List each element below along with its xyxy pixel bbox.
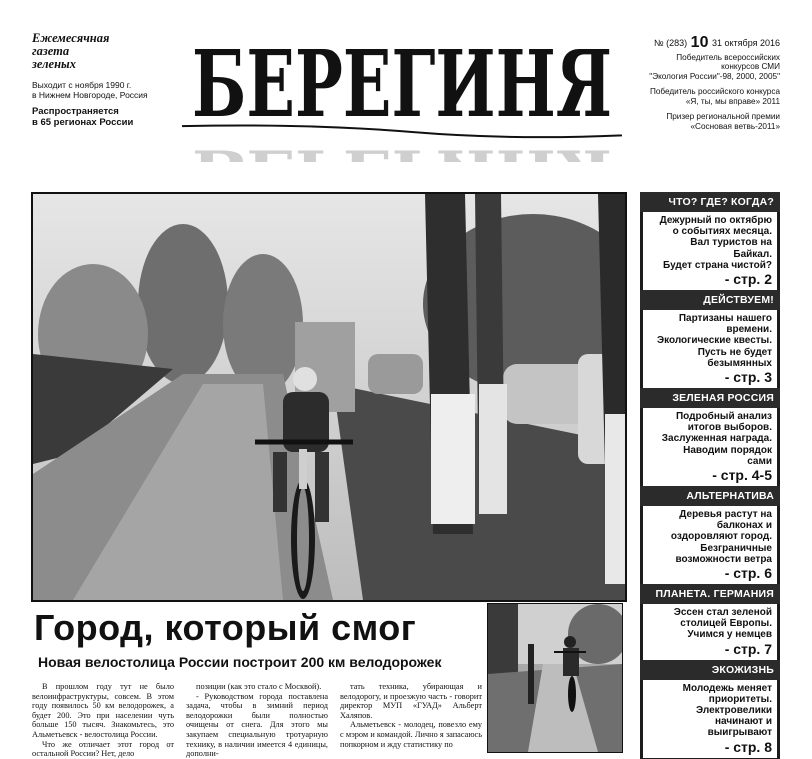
issue-date: 31 октября 2016 <box>711 38 780 48</box>
issue-info <box>626 34 780 51</box>
distribution-note: Распространяется в 65 регионах России <box>32 106 134 128</box>
section-title: ДЕЙСТВУЕМ! <box>640 290 780 310</box>
sidebar-section <box>640 584 780 660</box>
article-subhead: Новая велостолица России построит 200 км велодорожек <box>38 654 442 670</box>
award-3: Призер региональной премии «Сосновая ветвь-2011» <box>666 112 780 131</box>
section-title: АЛЬТЕРНАТИВА <box>640 486 780 506</box>
page-ref: - стр. 2 <box>724 271 772 288</box>
cyclist-photo <box>33 194 625 600</box>
logo-text: БЕРЕГИНЯ <box>192 30 612 138</box>
section-teaser[interactable]: Партизаны нашего времени. Экологические квесты. Пусть не будет безымянных - стр. 3 <box>643 310 777 388</box>
award-2: Победитель российского конкурса «Я, ты, мы вправе» 2011 <box>649 87 780 106</box>
issue-number: 10 <box>690 34 709 51</box>
article-column-2: позиции (как это стало с Москвой). - Руководством города поставлена задача, чтобы в зимний период велодорожки были полностью очищены от снега. Для этого мы закупаем специальную тротуарную технику, в наличии имеется 4 единицы, дополни- <box>186 682 328 759</box>
sidebar-section <box>640 660 780 758</box>
article-column-3: тать техника, убирающая и велодорогу, и проезжую часть - говорит директор МУП «ГУАД» Альберт Халяпов. Альметьевск - молодец, повезло ему с мэром и командой. Лично я запасаюсь попкорном и жду статистику по <box>340 682 482 749</box>
section-teaser[interactable]: Деревья растут на балконах и оздоровляют город. Безграничные возможности ветра - стр. 6 <box>643 506 777 584</box>
logo-graphic <box>182 22 622 162</box>
logo-reflection <box>192 138 612 162</box>
section-title: ЗЕЛЕНАЯ РОССИЯ <box>640 388 780 408</box>
page-ref: - стр. 7 <box>724 640 772 657</box>
section-title: ЭКОЖИЗНЬ <box>640 660 780 680</box>
page-ref: - стр. 6 <box>724 565 772 582</box>
secondary-photo <box>487 603 623 753</box>
section-teaser[interactable]: Дежурный по октябрю о событиях месяца. Вал туристов на Байкал. Будет страна чистой? - стр. 2 <box>643 212 777 290</box>
publication-since: Выходит с ноября 1990 г. в Нижнем Новгороде, Россия <box>32 80 148 100</box>
rain-cyclist-photo <box>488 604 622 752</box>
page-ref: - стр. 3 <box>724 369 772 386</box>
masthead-right <box>626 34 780 137</box>
issue-prefix: № (283) <box>653 38 688 48</box>
contents-sidebar <box>640 192 780 759</box>
section-teaser[interactable]: Молодежь меняет приоритеты. Электровелики начинают и выигрывают - стр. 8 <box>643 680 777 758</box>
main-photo <box>31 192 627 602</box>
newspaper-logo <box>182 22 622 162</box>
masthead-left <box>32 32 182 128</box>
section-title: ПЛАНЕТА. ГЕРМАНИЯ <box>640 584 780 604</box>
sidebar-section <box>640 388 780 486</box>
section-teaser[interactable]: Эссен стал зеленой столицей Европы. Учимся у немцев - стр. 7 <box>643 604 777 660</box>
section-teaser[interactable]: Подробный анализ итогов выборов. Заслуженная награда. Наводим порядок сами - стр. 4-5 <box>643 408 777 486</box>
section-title: ЧТО? ГДЕ? КОГДА? <box>640 192 780 212</box>
sidebar-section <box>640 290 780 388</box>
sidebar-section <box>640 192 780 290</box>
article-body <box>32 682 482 759</box>
page-ref: - стр. 4-5 <box>712 467 772 484</box>
tagline: Ежемесячная газета зеленых <box>32 31 110 71</box>
article-column-1: В прошлом году тут не было велоинфраструктуры, совсем. В этом году появилось 50 км велодорожек, а будет 200. Это при населении чуть больше 150 тысяч. Знакомьтесь, это Альметьевск - велостолица России. Что же отличает этот город от остальной России? Нет, дело <box>32 682 174 759</box>
sidebar-section <box>640 486 780 584</box>
article-headline: Город, который смог <box>34 607 417 648</box>
award-1: Победитель всероссийских конкурсов СМИ "Экология России"-98, 2000, 2005" <box>649 52 780 81</box>
page-ref: - стр. 8 <box>724 738 772 755</box>
